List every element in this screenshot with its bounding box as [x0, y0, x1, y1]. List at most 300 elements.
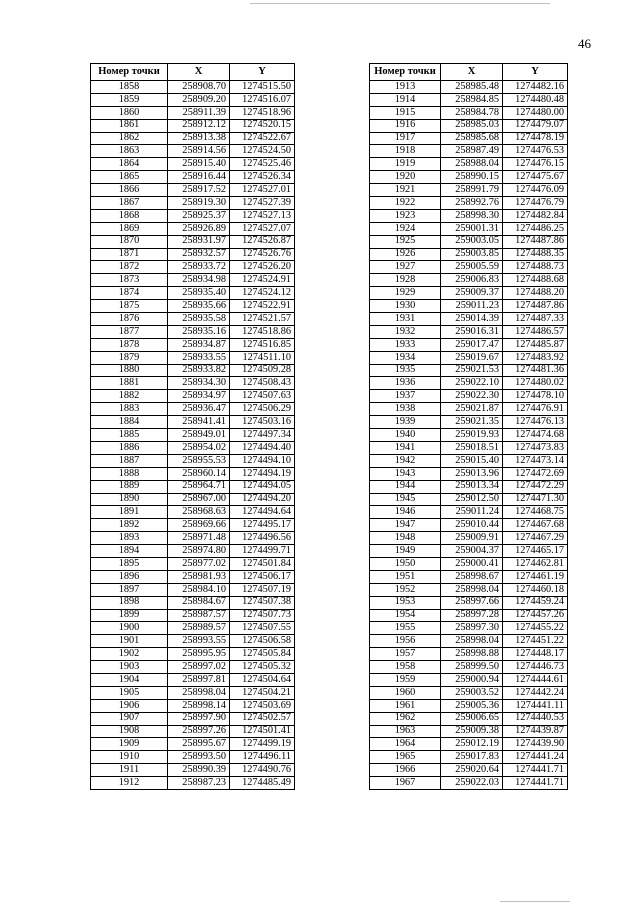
table-row [370, 300, 568, 313]
table-row [370, 454, 568, 467]
cell-x: 259021.87 [441, 403, 503, 416]
cell-x: 259014.39 [441, 313, 503, 326]
table-row [370, 106, 568, 119]
cell-y: 1274507.19 [230, 583, 295, 596]
cell-point-number: 1903 [91, 661, 168, 674]
table-row [91, 583, 295, 596]
cell-y: 1274503.16 [230, 416, 295, 429]
cell-point-number: 1875 [91, 300, 168, 313]
cell-x: 258915.40 [168, 158, 230, 171]
cell-x: 258933.72 [168, 261, 230, 274]
table-row [91, 274, 295, 287]
cell-x: 258909.20 [168, 93, 230, 106]
cell-y: 1274488.73 [503, 261, 568, 274]
cell-point-number: 1881 [91, 377, 168, 390]
cell-x: 259009.37 [441, 287, 503, 300]
cell-x: 258993.55 [168, 635, 230, 648]
cell-point-number: 1924 [370, 222, 441, 235]
cell-y: 1274509.28 [230, 364, 295, 377]
table-header-row [91, 64, 295, 81]
table-row [370, 661, 568, 674]
cell-point-number: 1963 [370, 725, 441, 738]
table-row [91, 609, 295, 622]
cell-x: 259005.36 [441, 699, 503, 712]
table-row [91, 145, 295, 158]
table-row [370, 596, 568, 609]
table-row [91, 557, 295, 570]
cell-x: 258936.47 [168, 403, 230, 416]
column-header-point-number: Номер точки [91, 64, 168, 81]
table-row [370, 222, 568, 235]
cell-x: 258919.30 [168, 197, 230, 210]
cell-x: 259011.24 [441, 506, 503, 519]
cell-y: 1274476.79 [503, 197, 568, 210]
cell-x: 258998.04 [441, 635, 503, 648]
table-row [91, 467, 295, 480]
cell-x: 259003.05 [441, 235, 503, 248]
table-row [91, 661, 295, 674]
cell-point-number: 1930 [370, 300, 441, 313]
cell-x: 258984.10 [168, 583, 230, 596]
column-header-y: Y [230, 64, 295, 81]
table-row [370, 235, 568, 248]
table-row [91, 570, 295, 583]
cell-point-number: 1865 [91, 171, 168, 184]
cell-y: 1274460.18 [503, 583, 568, 596]
cell-x: 258997.26 [168, 725, 230, 738]
cell-y: 1274485.49 [230, 777, 295, 790]
cell-y: 1274494.40 [230, 441, 295, 454]
cell-point-number: 1873 [91, 274, 168, 287]
table-row [370, 467, 568, 480]
cell-x: 258977.02 [168, 557, 230, 570]
cell-x: 258954.02 [168, 441, 230, 454]
table-row [91, 235, 295, 248]
cell-x: 258998.04 [168, 686, 230, 699]
cell-x: 259000.94 [441, 673, 503, 686]
cell-point-number: 1926 [370, 248, 441, 261]
cell-y: 1274488.35 [503, 248, 568, 261]
cell-point-number: 1882 [91, 390, 168, 403]
cell-point-number: 1955 [370, 622, 441, 635]
cell-x: 258935.66 [168, 300, 230, 313]
table-row [370, 777, 568, 790]
cell-y: 1274507.38 [230, 596, 295, 609]
cell-x: 259012.50 [441, 493, 503, 506]
cell-point-number: 1958 [370, 661, 441, 674]
cell-point-number: 1920 [370, 171, 441, 184]
table-row [91, 338, 295, 351]
cell-point-number: 1940 [370, 429, 441, 442]
table-row [370, 364, 568, 377]
cell-x: 258981.93 [168, 570, 230, 583]
cell-point-number: 1880 [91, 364, 168, 377]
cell-point-number: 1938 [370, 403, 441, 416]
cell-point-number: 1961 [370, 699, 441, 712]
cell-x: 259015.40 [441, 454, 503, 467]
cell-y: 1274488.68 [503, 274, 568, 287]
cell-y: 1274488.20 [503, 287, 568, 300]
table-row [370, 403, 568, 416]
cell-point-number: 1916 [370, 119, 441, 132]
cell-x: 258991.79 [441, 184, 503, 197]
column-header-point-number: Номер точки [370, 64, 441, 81]
table-row [370, 248, 568, 261]
cell-x: 258984.85 [441, 93, 503, 106]
cell-y: 1274494.20 [230, 493, 295, 506]
cell-y: 1274506.17 [230, 570, 295, 583]
cell-y: 1274444.61 [503, 673, 568, 686]
cell-x: 258997.90 [168, 712, 230, 725]
cell-point-number: 1878 [91, 338, 168, 351]
cell-y: 1274522.67 [230, 132, 295, 145]
cell-y: 1274496.56 [230, 532, 295, 545]
cell-y: 1274485.87 [503, 338, 568, 351]
table-row [370, 686, 568, 699]
table-row [370, 545, 568, 558]
cell-x: 258997.30 [441, 622, 503, 635]
cell-x: 259022.10 [441, 377, 503, 390]
cell-point-number: 1888 [91, 467, 168, 480]
cell-point-number: 1909 [91, 738, 168, 751]
table-row [91, 506, 295, 519]
cell-point-number: 1889 [91, 480, 168, 493]
cell-x: 258949.01 [168, 429, 230, 442]
column-header-y: Y [503, 64, 568, 81]
cell-x: 258990.15 [441, 171, 503, 184]
cell-point-number: 1877 [91, 325, 168, 338]
table-row [370, 158, 568, 171]
cell-y: 1274483.92 [503, 351, 568, 364]
cell-x: 258997.66 [441, 596, 503, 609]
cell-x: 258934.98 [168, 274, 230, 287]
cell-point-number: 1914 [370, 93, 441, 106]
cell-x: 258988.04 [441, 158, 503, 171]
cell-y: 1274505.84 [230, 648, 295, 661]
cell-y: 1274486.57 [503, 325, 568, 338]
cell-y: 1274516.07 [230, 93, 295, 106]
cell-x: 258998.67 [441, 570, 503, 583]
cell-y: 1274487.86 [503, 300, 568, 313]
cell-x: 259001.31 [441, 222, 503, 235]
cell-y: 1274441.11 [503, 699, 568, 712]
page-number: 46 [578, 36, 591, 51]
cell-x: 258969.66 [168, 519, 230, 532]
table-row [370, 570, 568, 583]
cell-x: 258990.39 [168, 764, 230, 777]
table-row [370, 738, 568, 751]
table-row [91, 454, 295, 467]
table-row [370, 519, 568, 532]
cell-y: 1274439.90 [503, 738, 568, 751]
cell-x: 258997.28 [441, 609, 503, 622]
table-row [370, 673, 568, 686]
cell-x: 258934.97 [168, 390, 230, 403]
cell-point-number: 1948 [370, 532, 441, 545]
table-row [91, 209, 295, 222]
cell-x: 258941.41 [168, 416, 230, 429]
cell-point-number: 1858 [91, 81, 168, 94]
cell-x: 258974.80 [168, 545, 230, 558]
cell-y: 1274518.86 [230, 325, 295, 338]
cell-x: 258992.76 [441, 197, 503, 210]
table-row [91, 673, 295, 686]
cell-x: 259003.52 [441, 686, 503, 699]
cell-point-number: 1912 [91, 777, 168, 790]
cell-y: 1274476.15 [503, 158, 568, 171]
cell-point-number: 1899 [91, 609, 168, 622]
cell-x: 258935.58 [168, 313, 230, 326]
cell-y: 1274494.64 [230, 506, 295, 519]
cell-y: 1274476.53 [503, 145, 568, 158]
cell-point-number: 1944 [370, 480, 441, 493]
table-row [91, 596, 295, 609]
cell-point-number: 1929 [370, 287, 441, 300]
table-row [370, 338, 568, 351]
cell-x: 258987.49 [441, 145, 503, 158]
cell-point-number: 1913 [370, 81, 441, 94]
cell-point-number: 1966 [370, 764, 441, 777]
cell-y: 1274468.75 [503, 506, 568, 519]
table-row [91, 106, 295, 119]
table-header-row [370, 64, 568, 81]
table-row [370, 132, 568, 145]
cell-point-number: 1891 [91, 506, 168, 519]
cell-point-number: 1932 [370, 325, 441, 338]
cell-y: 1274527.07 [230, 222, 295, 235]
cell-point-number: 1910 [91, 751, 168, 764]
cell-point-number: 1871 [91, 248, 168, 261]
cell-y: 1274508.43 [230, 377, 295, 390]
cell-x: 259003.85 [441, 248, 503, 261]
cell-x: 258997.02 [168, 661, 230, 674]
table-row [91, 493, 295, 506]
cell-y: 1274478.10 [503, 390, 568, 403]
cell-point-number: 1937 [370, 390, 441, 403]
cell-x: 259019.67 [441, 351, 503, 364]
table-row [91, 532, 295, 545]
cell-y: 1274471.30 [503, 493, 568, 506]
cell-y: 1274499.71 [230, 545, 295, 558]
column-header-x: X [441, 64, 503, 81]
cell-y: 1274441.24 [503, 751, 568, 764]
cell-point-number: 1907 [91, 712, 168, 725]
cell-point-number: 1911 [91, 764, 168, 777]
cell-point-number: 1892 [91, 519, 168, 532]
cell-point-number: 1946 [370, 506, 441, 519]
table-row [91, 197, 295, 210]
table-row [370, 506, 568, 519]
table-row [370, 119, 568, 132]
cell-y: 1274511.10 [230, 351, 295, 364]
cell-point-number: 1943 [370, 467, 441, 480]
table-row [370, 209, 568, 222]
cell-y: 1274481.36 [503, 364, 568, 377]
cell-x: 259013.34 [441, 480, 503, 493]
cell-point-number: 1962 [370, 712, 441, 725]
cell-x: 258998.88 [441, 648, 503, 661]
cell-point-number: 1941 [370, 441, 441, 454]
cell-y: 1274440.53 [503, 712, 568, 725]
cell-point-number: 1956 [370, 635, 441, 648]
table-row [370, 351, 568, 364]
cell-x: 258999.50 [441, 661, 503, 674]
table-row [370, 583, 568, 596]
cell-point-number: 1917 [370, 132, 441, 145]
cell-y: 1274522.91 [230, 300, 295, 313]
cell-y: 1274496.11 [230, 751, 295, 764]
cell-point-number: 1896 [91, 570, 168, 583]
table-row [91, 738, 295, 751]
cell-point-number: 1960 [370, 686, 441, 699]
cell-y: 1274476.13 [503, 416, 568, 429]
cell-point-number: 1874 [91, 287, 168, 300]
table-row [91, 480, 295, 493]
cell-x: 259011.23 [441, 300, 503, 313]
cell-point-number: 1868 [91, 209, 168, 222]
table-row [91, 81, 295, 94]
table-row [91, 261, 295, 274]
cell-x: 259006.65 [441, 712, 503, 725]
cell-y: 1274497.34 [230, 429, 295, 442]
table-row [370, 287, 568, 300]
cell-point-number: 1906 [91, 699, 168, 712]
table-row [91, 119, 295, 132]
cell-x: 259021.53 [441, 364, 503, 377]
cell-point-number: 1923 [370, 209, 441, 222]
table-row [370, 184, 568, 197]
cell-x: 258993.50 [168, 751, 230, 764]
table-row [91, 686, 295, 699]
cell-y: 1274465.17 [503, 545, 568, 558]
cell-y: 1274501.41 [230, 725, 295, 738]
cell-y: 1274526.34 [230, 171, 295, 184]
cell-x: 259009.91 [441, 532, 503, 545]
column-header-x: X [168, 64, 230, 81]
cell-y: 1274521.57 [230, 313, 295, 326]
cell-y: 1274506.58 [230, 635, 295, 648]
cell-point-number: 1945 [370, 493, 441, 506]
cell-x: 259005.59 [441, 261, 503, 274]
cell-y: 1274439.87 [503, 725, 568, 738]
table-row [91, 313, 295, 326]
cell-x: 259020.64 [441, 764, 503, 777]
cell-x: 259013.96 [441, 467, 503, 480]
table-row [370, 429, 568, 442]
cell-y: 1274442.24 [503, 686, 568, 699]
cell-x: 258931.97 [168, 235, 230, 248]
table-row [91, 416, 295, 429]
cell-y: 1274494.05 [230, 480, 295, 493]
cell-x: 258995.95 [168, 648, 230, 661]
cell-y: 1274480.00 [503, 106, 568, 119]
cell-y: 1274527.01 [230, 184, 295, 197]
table-row [91, 287, 295, 300]
table-row [91, 364, 295, 377]
table-row [91, 351, 295, 364]
cell-x: 258984.67 [168, 596, 230, 609]
cell-y: 1274506.29 [230, 403, 295, 416]
table-row [370, 261, 568, 274]
table-row [91, 403, 295, 416]
cell-point-number: 1925 [370, 235, 441, 248]
cell-y: 1274446.73 [503, 661, 568, 674]
table-row [91, 377, 295, 390]
cell-point-number: 1890 [91, 493, 168, 506]
cell-point-number: 1900 [91, 622, 168, 635]
cell-y: 1274490.76 [230, 764, 295, 777]
cell-y: 1274527.39 [230, 197, 295, 210]
cell-y: 1274448.17 [503, 648, 568, 661]
cell-point-number: 1879 [91, 351, 168, 364]
table-row [91, 248, 295, 261]
cell-y: 1274527.13 [230, 209, 295, 222]
cell-y: 1274462.81 [503, 557, 568, 570]
cell-point-number: 1898 [91, 596, 168, 609]
table-row [370, 493, 568, 506]
cell-x: 258968.63 [168, 506, 230, 519]
table-row [91, 712, 295, 725]
cell-y: 1274507.55 [230, 622, 295, 635]
cell-point-number: 1964 [370, 738, 441, 751]
cell-y: 1274472.29 [503, 480, 568, 493]
table-row [91, 132, 295, 145]
cell-point-number: 1869 [91, 222, 168, 235]
table-row [91, 725, 295, 738]
cell-point-number: 1957 [370, 648, 441, 661]
cell-point-number: 1939 [370, 416, 441, 429]
cell-y: 1274503.69 [230, 699, 295, 712]
table-row [370, 416, 568, 429]
cell-y: 1274505.32 [230, 661, 295, 674]
cell-y: 1274473.14 [503, 454, 568, 467]
cell-y: 1274520.15 [230, 119, 295, 132]
cell-point-number: 1942 [370, 454, 441, 467]
cell-x: 259022.30 [441, 390, 503, 403]
cell-point-number: 1933 [370, 338, 441, 351]
cell-x: 258998.04 [441, 583, 503, 596]
table-row [91, 184, 295, 197]
table-row [370, 274, 568, 287]
cell-x: 258932.57 [168, 248, 230, 261]
cell-y: 1274502.57 [230, 712, 295, 725]
cell-x: 258933.55 [168, 351, 230, 364]
table-row [370, 441, 568, 454]
cell-y: 1274487.33 [503, 313, 568, 326]
table-row [91, 171, 295, 184]
table-row [91, 325, 295, 338]
cell-x: 259009.38 [441, 725, 503, 738]
cell-point-number: 1866 [91, 184, 168, 197]
cell-x: 258913.38 [168, 132, 230, 145]
cell-y: 1274504.21 [230, 686, 295, 699]
cell-x: 259016.31 [441, 325, 503, 338]
table-row [370, 622, 568, 635]
cell-x: 258985.68 [441, 132, 503, 145]
cell-point-number: 1885 [91, 429, 168, 442]
table-row [370, 557, 568, 570]
cell-x: 259004.37 [441, 545, 503, 558]
cell-x: 258934.87 [168, 338, 230, 351]
cell-x: 259018.51 [441, 441, 503, 454]
cell-x: 258917.52 [168, 184, 230, 197]
cell-y: 1274467.29 [503, 532, 568, 545]
cell-point-number: 1965 [370, 751, 441, 764]
cell-y: 1274507.63 [230, 390, 295, 403]
cell-point-number: 1862 [91, 132, 168, 145]
cell-point-number: 1918 [370, 145, 441, 158]
cell-point-number: 1947 [370, 519, 441, 532]
